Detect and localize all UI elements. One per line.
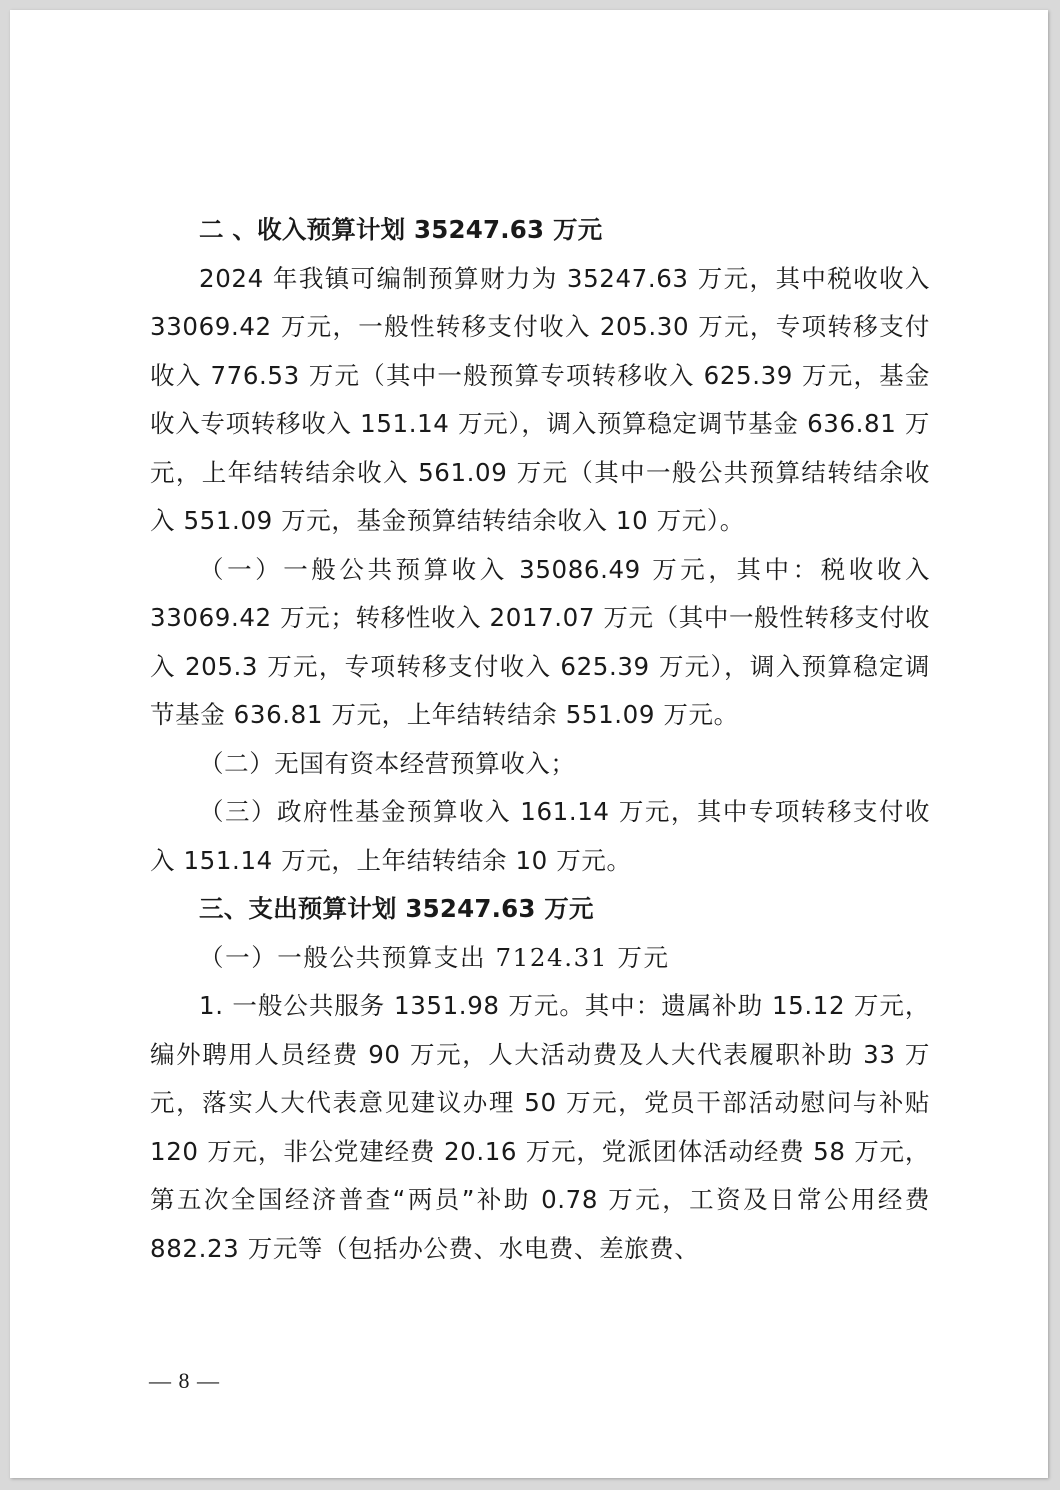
section-heading-expenditure: 三、支出预算计划 35247.63 万元 <box>199 894 594 923</box>
paragraph-general-public-income: （一）一般公共预算收入 35086.49 万元，其中：税收收入 33069.42 万元；转移性收入 2017.07 万元（其中一般性转移支付收入 205.3 万元，专项转移支付收入 625.39 万元），调入预算稳定调节基金 636.81 万元，上年结转结余 551.09 万元。 <box>150 554 930 729</box>
paragraph-general-public-services: 1. 一般公共服务 1351.98 万元。其中：遗属补助 15.12 万元，编外聘用人员经费 90 万元，人大活动费及人大代表履职补助 33 万元，落实人大代表意见建议办理 50 万元，党员干部活动慰问与补贴 120 万元，非公党建经费 20.16 万元，党派团体活动经费 58 万元，第五次全国经济普查“两员”补助 0.78 万元，工资及日常公用经费 882.23 万元等（包括办公费、水电费、差旅费、 <box>150 991 930 1263</box>
section-heading-income: 二 、收入预算计划 35247.63 万元 <box>199 215 603 244</box>
paragraph-income-overview: 2024 年我镇可编制预算财力为 35247.63 万元，其中税收收入 33069.42 万元，一般性转移支付收入 205.30 万元，专项转移支付收入 776.53 万元（其中一般预算专项转移收入 625.39 万元，基金收入专项转移收入 151.14 万元），调入预算稳定调节基金 636.81 万元，上年结转结余收入 561.09 万元（其中一般公共预算结转结余收入 551.09 万元，基金预算结转结余收入 10 万元）。 <box>150 263 930 535</box>
document-body <box>150 206 930 1273</box>
page-number: — 8 — <box>149 1368 220 1393</box>
subheading-general-public-expenditure: （一）一般公共预算支出 7124.31 万元 <box>199 942 670 972</box>
document-page <box>10 10 1048 1478</box>
paragraph-government-fund-income: （三）政府性基金预算收入 161.14 万元，其中专项转移支付收入 151.14 万元，上年结转结余 10 万元。 <box>150 797 930 875</box>
paragraph-state-capital-income: （二）无国有资本经营预算收入； <box>199 748 576 778</box>
